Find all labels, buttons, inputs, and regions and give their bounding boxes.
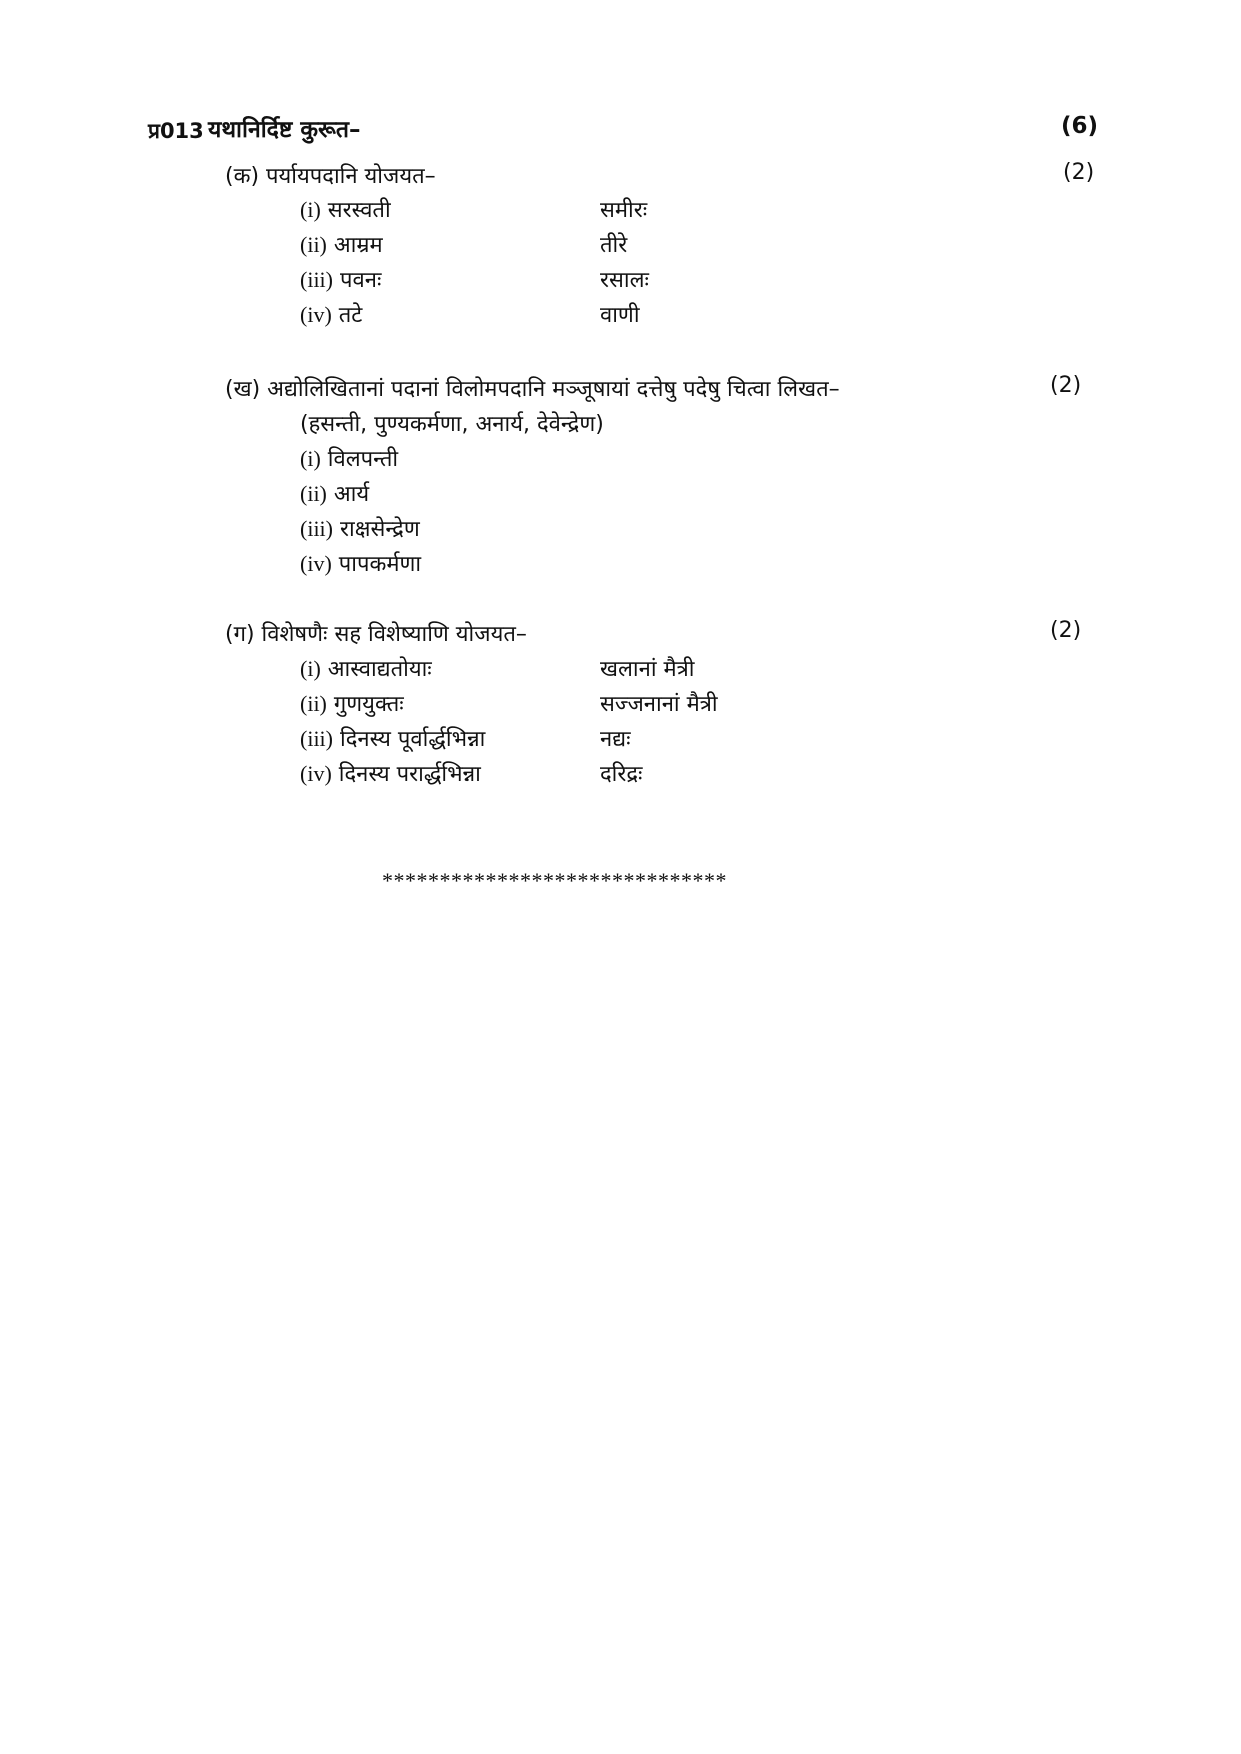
part-c-row-1-right: खलानां मैत्री bbox=[600, 657, 695, 682]
item-number: (i) bbox=[300, 656, 321, 681]
part-a-row-2-right: तीरे bbox=[600, 233, 628, 258]
part-c-heading: (ग) विशेषणैः सह विशेष्याणि योजयत– bbox=[225, 622, 527, 647]
part-b-item-1 bbox=[300, 443, 398, 473]
question-title: यथानिर्दिष्ट कुरूत– bbox=[208, 117, 361, 143]
item-text: पापकर्मणा bbox=[338, 552, 422, 577]
item-text: गुणयुक्तः bbox=[333, 692, 404, 717]
part-c-row-3-right: नद्यः bbox=[600, 727, 631, 752]
item-number: (iii) bbox=[300, 726, 333, 751]
part-b-word-box: (हसन्ती, पुण्यकर्मणा, अनार्य, देवेन्द्रेण) bbox=[300, 412, 604, 437]
item-number: (iv) bbox=[300, 551, 332, 576]
item-text: दिनस्य परार्द्धभिन्ना bbox=[338, 762, 481, 787]
part-a-row-1-right: समीरः bbox=[600, 198, 648, 223]
part-a-row-3-right: रसालः bbox=[600, 268, 649, 293]
item-number: (ii) bbox=[300, 481, 327, 506]
item-text: राक्षसेन्द्रेण bbox=[340, 517, 420, 542]
item-number: (iv) bbox=[300, 761, 332, 786]
part-a-marks: (2) bbox=[1063, 160, 1095, 185]
question-number: प्र013 bbox=[148, 119, 204, 143]
item-number: (ii) bbox=[300, 232, 327, 257]
part-a-row-3-left bbox=[300, 264, 381, 294]
question-marks: (6) bbox=[1061, 113, 1099, 139]
part-c-row-3-left bbox=[300, 723, 485, 753]
part-b-heading: (ख) अद्योलिखितानां पदानां विलोमपदानि मञ्जूषायां दत्तेषु पदेषु चित्वा लिखत– bbox=[225, 377, 840, 402]
item-text: आर्य bbox=[333, 482, 370, 507]
part-a-row-4-left bbox=[300, 299, 362, 329]
part-b-item-2 bbox=[300, 478, 369, 508]
part-b-item-3 bbox=[300, 513, 420, 543]
part-b-marks: (2) bbox=[1050, 373, 1082, 398]
end-of-paper-stars: ****************************** bbox=[382, 868, 727, 893]
part-c-row-2-right: सज्जनानां मैत्री bbox=[600, 692, 718, 717]
part-c-row-4-right: दरिद्रः bbox=[600, 762, 643, 787]
part-c-row-4-left bbox=[300, 758, 481, 788]
part-a-row-4-right: वाणी bbox=[600, 303, 640, 328]
item-number: (ii) bbox=[300, 691, 327, 716]
part-a-heading: (क) पर्यायपदानि योजयत– bbox=[225, 164, 436, 189]
part-a-row-2-left bbox=[300, 229, 383, 259]
part-a-row-1-left bbox=[300, 194, 391, 224]
item-number: (iv) bbox=[300, 302, 332, 327]
item-text: पवनः bbox=[340, 268, 382, 293]
part-b-item-4 bbox=[300, 548, 421, 578]
part-c-row-1-left bbox=[300, 653, 432, 683]
item-number: (i) bbox=[300, 197, 321, 222]
part-c-row-2-left bbox=[300, 688, 404, 718]
item-text: विलपन्ती bbox=[327, 447, 399, 472]
part-c-marks: (2) bbox=[1050, 618, 1082, 643]
item-text: तटे bbox=[338, 303, 363, 328]
item-text: आस्वाद्यतोयाः bbox=[327, 657, 432, 682]
item-number: (iii) bbox=[300, 516, 333, 541]
item-text: दिनस्य पूर्वार्द्धभिन्ना bbox=[340, 727, 486, 752]
item-number: (i) bbox=[300, 446, 321, 471]
item-text: आम्रम bbox=[333, 233, 383, 258]
item-text: सरस्वती bbox=[327, 198, 391, 223]
item-number: (iii) bbox=[300, 267, 333, 292]
